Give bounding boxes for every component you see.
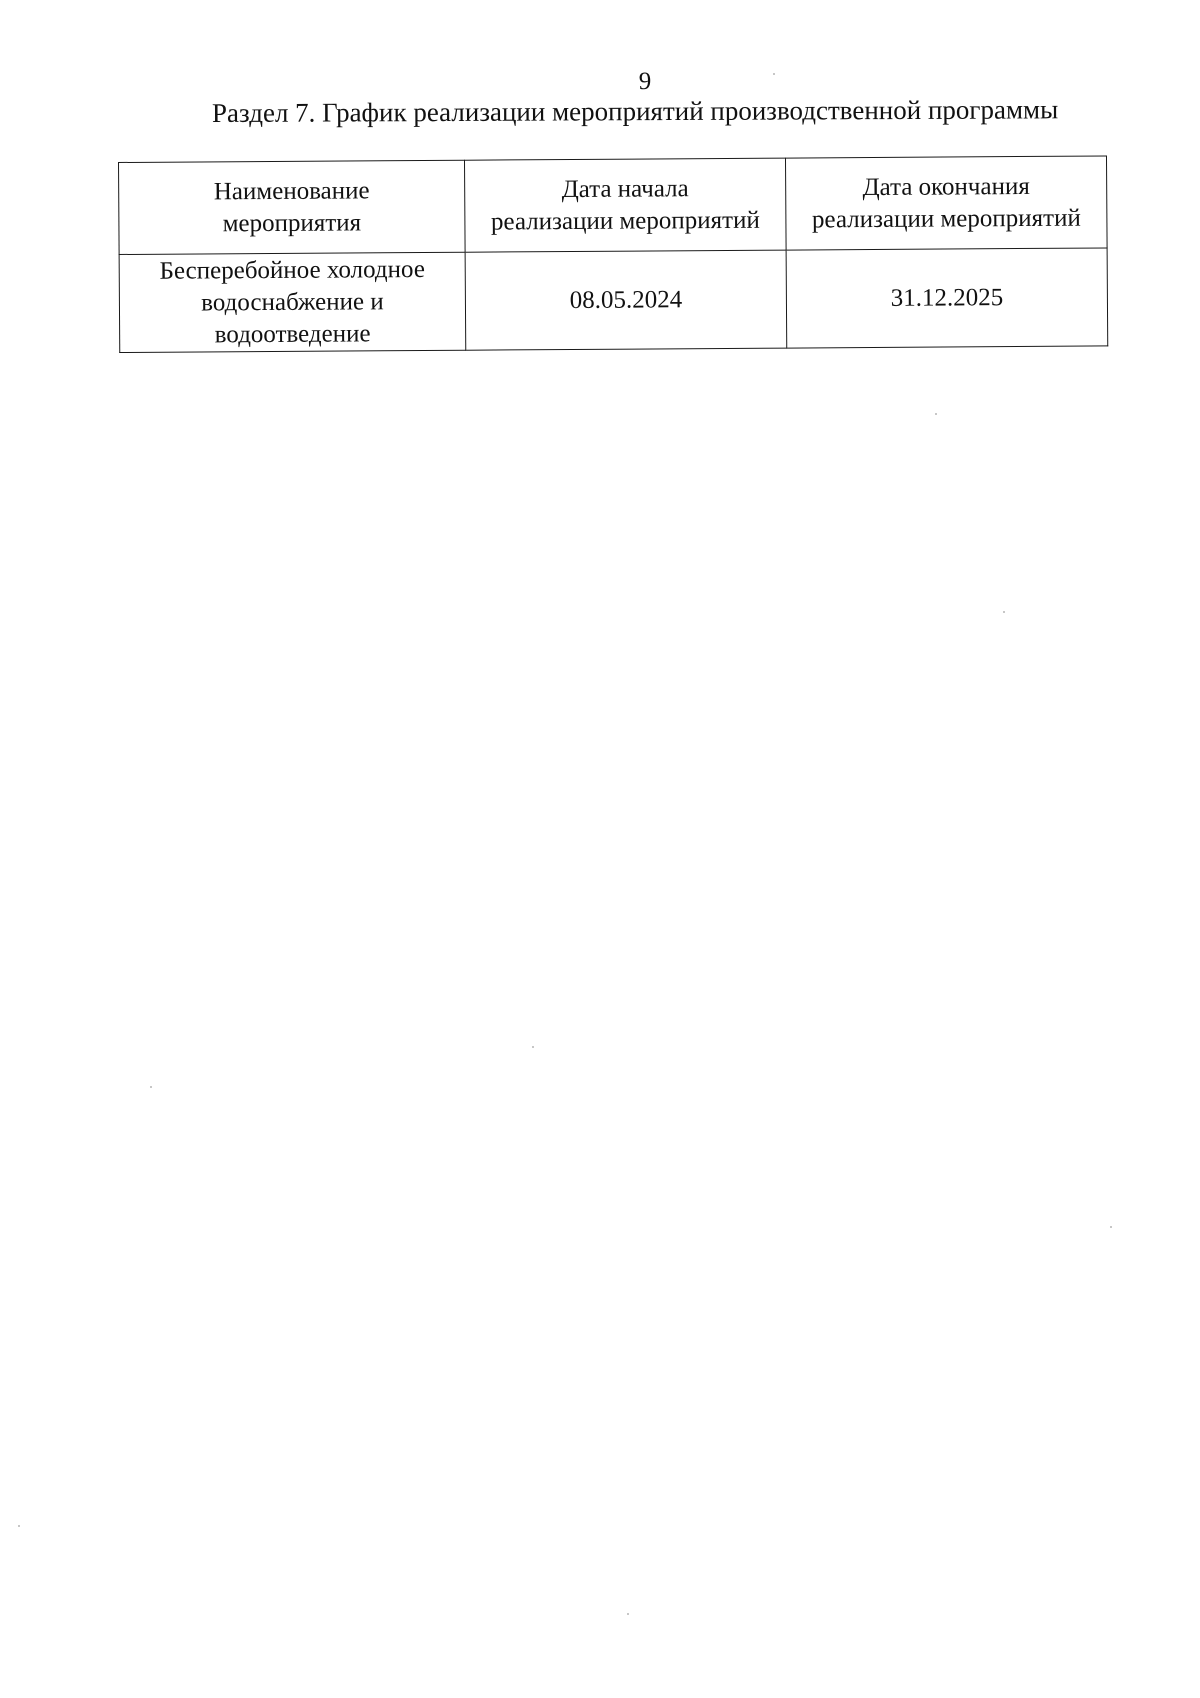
scan-speck — [1110, 1226, 1112, 1228]
schedule-table — [118, 155, 1108, 353]
scan-speck — [18, 1525, 20, 1527]
page-number: 9 — [638, 68, 652, 95]
scan-speck — [532, 1046, 534, 1048]
event-name-line2: водоснабжение и — [201, 287, 384, 316]
header-end-date-line2: реализации мероприятий — [811, 204, 1081, 233]
header-end-date — [785, 156, 1107, 250]
cell-end-date: 31.12.2025 — [786, 248, 1108, 348]
scan-speck — [150, 1086, 152, 1088]
header-start-date-line2: реализации мероприятий — [490, 206, 760, 236]
header-event-name-line1: Наименование — [213, 176, 370, 205]
scan-speck — [935, 413, 937, 415]
table-header-row — [119, 156, 1108, 255]
table-header — [119, 156, 1108, 255]
table-row — [119, 248, 1108, 353]
header-event-name — [119, 160, 466, 254]
header-start-date — [464, 158, 786, 252]
event-name-line1: Бесперебойное холодное — [159, 255, 425, 285]
header-end-date-line1: Дата окончания — [862, 172, 1030, 201]
section-title: Раздел 7. График реализации мероприятий производственной программы — [211, 94, 1059, 128]
scan-speck — [627, 1613, 629, 1615]
header-event-name-line2: мероприятия — [222, 208, 362, 237]
cell-start-date: 08.05.2024 — [465, 250, 787, 350]
table-body — [119, 248, 1108, 353]
header-start-date-line1: Дата начала — [561, 174, 689, 203]
scan-speck — [1003, 611, 1005, 613]
event-name-line3: водоотведение — [214, 319, 371, 348]
cell-event-name — [119, 252, 466, 352]
scan-speck — [773, 73, 775, 75]
